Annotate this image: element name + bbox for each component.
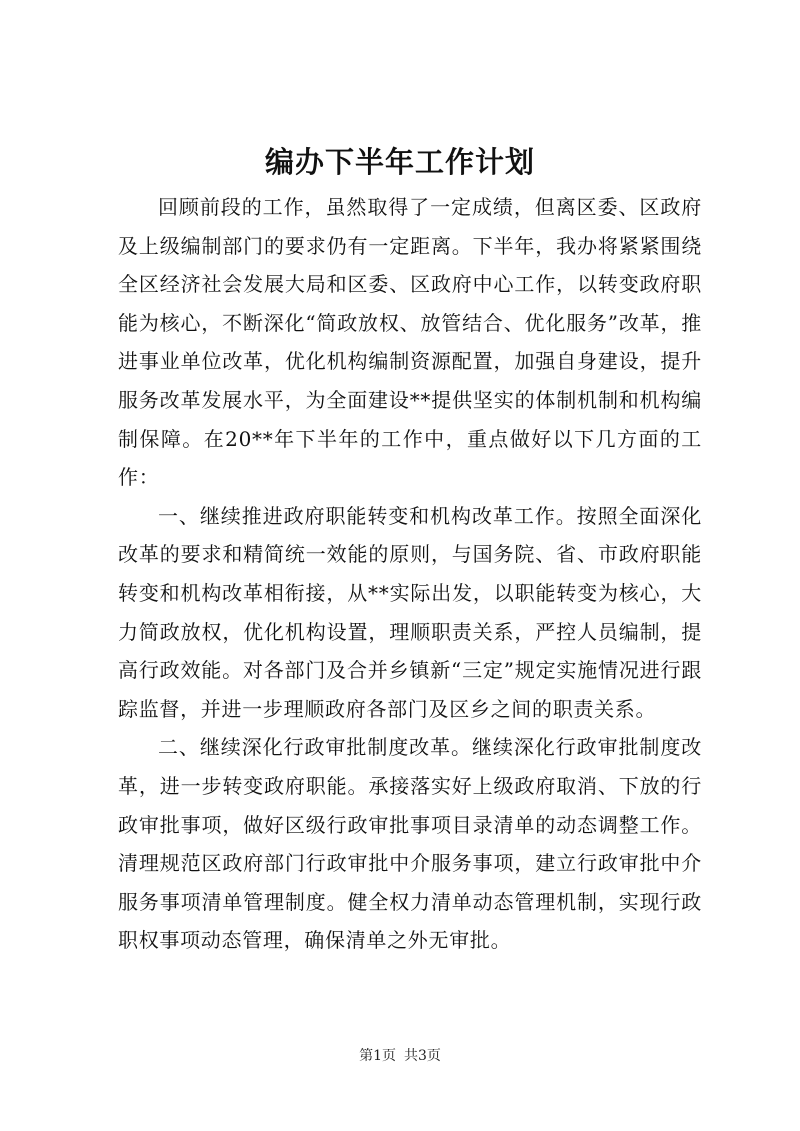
- page-title: 编办下半年工作计划: [264, 145, 535, 179]
- paragraph-section-2: 二、继续深化行政审批制度改革。继续深化行政审批制度改革，进一步转变政府职能。承接落实好上级政府取消、下放的行政审批事项，做好区级行政审批事项目录清单的动态调整工作。清理规范区政府部门行政审批中介服务事项，建立行政审批中介服务事项清单管理制度。健全权力清单动态管理机制，实现行政职权事项动态管理，确保清单之外无审批。: [118, 735, 702, 953]
- page-total: 共3页: [404, 1048, 441, 1064]
- page-footer: [0, 1046, 800, 1066]
- paragraph-section-1: 一、继续推进政府职能转变和机构改革工作。按照全面深化改革的要求和精简统一效能的原则，与国务院、省、市政府职能转变和机构改革相衔接，从**实际出发，以职能转变为核心，大力简政放权，优化机构设置，理顺职责关系，严控人员编制，提高行政效能。对各部门及合并乡镇新“三定”规定实施情况进行跟踪监督，并进一步理顺政府各部门及区乡之间的职责关系。: [118, 503, 702, 721]
- paragraph-intro: 回顾前段的工作，虽然取得了一定成绩，但离区委、区政府及上级编制部门的要求仍有一定距离。下半年，我办将紧紧围绕全区经济社会发展大局和区委、区政府中心工作，以转变政府职能为核心，不断深化“简政放权、放管结合、优化服务”改革，推进事业单位改革，优化机构编制资源配置，加强自身建设，提升服务改革发展水平，为全面建设**提供坚实的体制机制和机构编制保障。在20**年下半年的工作中，重点做好以下几方面的工作：: [118, 195, 702, 490]
- page-number: 第1页: [359, 1048, 396, 1064]
- document-body: [118, 188, 702, 960]
